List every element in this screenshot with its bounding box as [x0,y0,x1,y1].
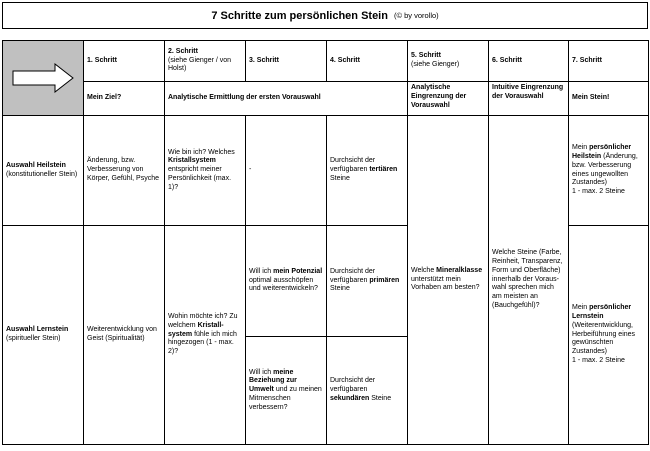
lern-step-7: Mein persönlicher Lernstein (Weiterentwicklung, Herbeiführung eines gewünschten Zustandes) 1 - max. 2 Steine [569,226,649,445]
right-arrow-icon [11,63,75,93]
lern-step-3-potential: Will ich mein Potenzial optimal ausschöpfen und weiterentwickeln? [246,226,327,337]
row-label-heilstein: Auswahl Heilstein (konstitutioneller Stein) [3,116,84,226]
page-title: 7 Schritte zum persönlichen Stein [211,9,388,22]
lern-step-2: Wohin möchte ich? Zu welchem Kristall-system fühle ich mich hingezogen (1 - max. 2)? [165,226,246,445]
heil-step-4: Durchsicht der verfügbaren tertiären Steine [327,116,408,226]
analytic-narrowing-header: Analytische Eingrenzung der Vorauswahl [408,82,489,116]
step-1-header: 1. Schritt [84,41,165,82]
step-3-header: 3. Schritt [246,41,327,82]
heil-step-2: Wie bin ich? Welches Kristallsystem entspricht meiner Persönlichkeit (max. 1)? [165,116,246,226]
step-5-cell: Welche Mineralklasse unterstützt mein Vorhaben am besten? [408,116,489,445]
heil-step-3: - [246,116,327,226]
step-5-header: 5. Schritt (siehe Gienger) [408,41,489,82]
heil-step-7: Mein persönlicher Heilstein (Änderung, bzw. Verbesserung eines ungewollten Zustandes) 1 - max. 2 Steine [569,116,649,226]
lern-step-1: Weiterentwicklung von Geist (Spiritualität) [84,226,165,445]
corner-cell [3,41,84,116]
lern-step-4-secondary: Durchsicht der verfügbaren sekundären Steine [327,337,408,445]
steps-table [2,40,649,445]
my-stone-header: Mein Stein! [569,82,649,116]
goal-header: Mein Ziel? [84,82,165,116]
lern-step-4-primary: Durchsicht der verfügbaren primären Steine [327,226,408,337]
step-2-header: 2. Schritt (siehe Gienger / von Holst) [165,41,246,82]
heil-step-1: Änderung, bzw. Verbesserung von Körper, Gefühl, Psyche [84,116,165,226]
analytic-header: Analytische Ermittlung der ersten Vorauswahl [165,82,408,116]
row-label-lernstein: Auswahl Lernstein (spiritueller Stein) [3,226,84,445]
intuitive-narrowing-header: Intuitive Eingrenzung der Vorauswahl [489,82,569,116]
step-4-header: 4. Schritt [327,41,408,82]
step-6-header: 6. Schritt [489,41,569,82]
byline: (© by vorollo) [393,11,439,20]
step-6-cell: Welche Steine (Farbe, Reinheit, Transparenz, Form und Oberfläche) innerhalb der Voraus-wahl sprechen mich am meisten an (Bauchgefühl)? [489,116,569,445]
document-title-box [2,2,648,29]
lern-step-3-relation: Will ich meine Beziehung zur Umwelt und zu meinen Mitmenschen verbessern? [246,337,327,445]
step-7-header: 7. Schritt [569,41,649,82]
